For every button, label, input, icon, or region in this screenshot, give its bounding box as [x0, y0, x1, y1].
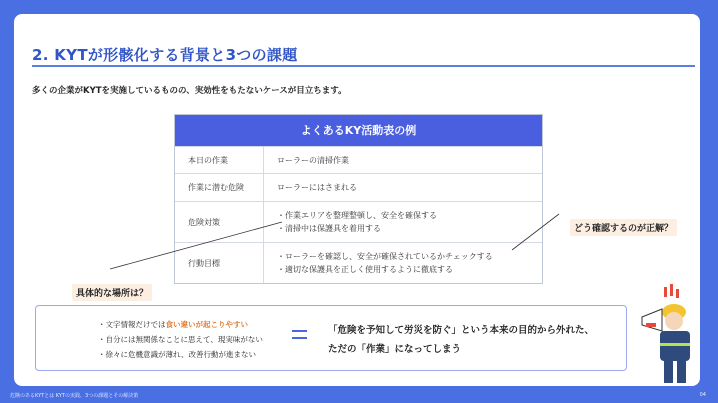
list-item: ・徐々に危機意識が薄れ、改善行動が進まない [98, 350, 256, 359]
highlight-text: 食い違いが起こりやすい [165, 320, 248, 329]
row-value-line: ・作業エリアを整理整頓し、安全を確保する [277, 211, 437, 220]
row-key: 作業に潜む危険 [175, 174, 264, 201]
list-item: ・文字情報だけでは食い違いが起こりやすい [98, 320, 248, 329]
row-value-line: ローラーの清掃作業 [277, 155, 349, 165]
row-key: 危険対策 [175, 202, 264, 242]
slide [14, 14, 700, 386]
page-title: 2. KYTが形骸化する背景と3つの課題 [32, 46, 298, 64]
conclusion-line: 「危険を予知して労災を防ぐ」という本来の目的から外れた、 [328, 325, 595, 336]
summary-box [35, 305, 627, 371]
intro-text: 多くの企業がKYTを実施しているものの、実効性をもたないケースが目立ちます。 [32, 86, 347, 96]
conclusion-line: ただの「作業」になってしまう [328, 344, 462, 355]
row-value-line: ローラーにはさまれる [277, 183, 357, 192]
conclusion-text [328, 321, 594, 359]
issue-list [98, 317, 263, 362]
row-value-line: ・清掃中は保護具を着用する [277, 224, 381, 233]
row-key: 本日の作業 [175, 147, 264, 173]
page-number: 04 [699, 392, 706, 398]
list-item: ・自分には無関係なことに思えて、現実味がない [98, 335, 263, 344]
callout-how-to-check: どう確認するのが正解？ [570, 219, 677, 236]
worker-megaphone-icon [634, 279, 698, 386]
footer-text: 危険のあるKYTとは KYTの実践、3つの課題とその解決策 [10, 393, 139, 399]
row-value-line: ・ローラーを確認し、安全が確保されているかチェックする [277, 252, 493, 261]
callout-specific-place: 具体的な場所は？ [72, 284, 152, 301]
table-header: よくあるKY活動表の例 [175, 115, 542, 146]
row-value-line: ・適切な保護具を正しく使用するように徹底する [277, 265, 453, 274]
row-key: 行動目標 [175, 243, 264, 283]
equals-icon [292, 330, 307, 344]
